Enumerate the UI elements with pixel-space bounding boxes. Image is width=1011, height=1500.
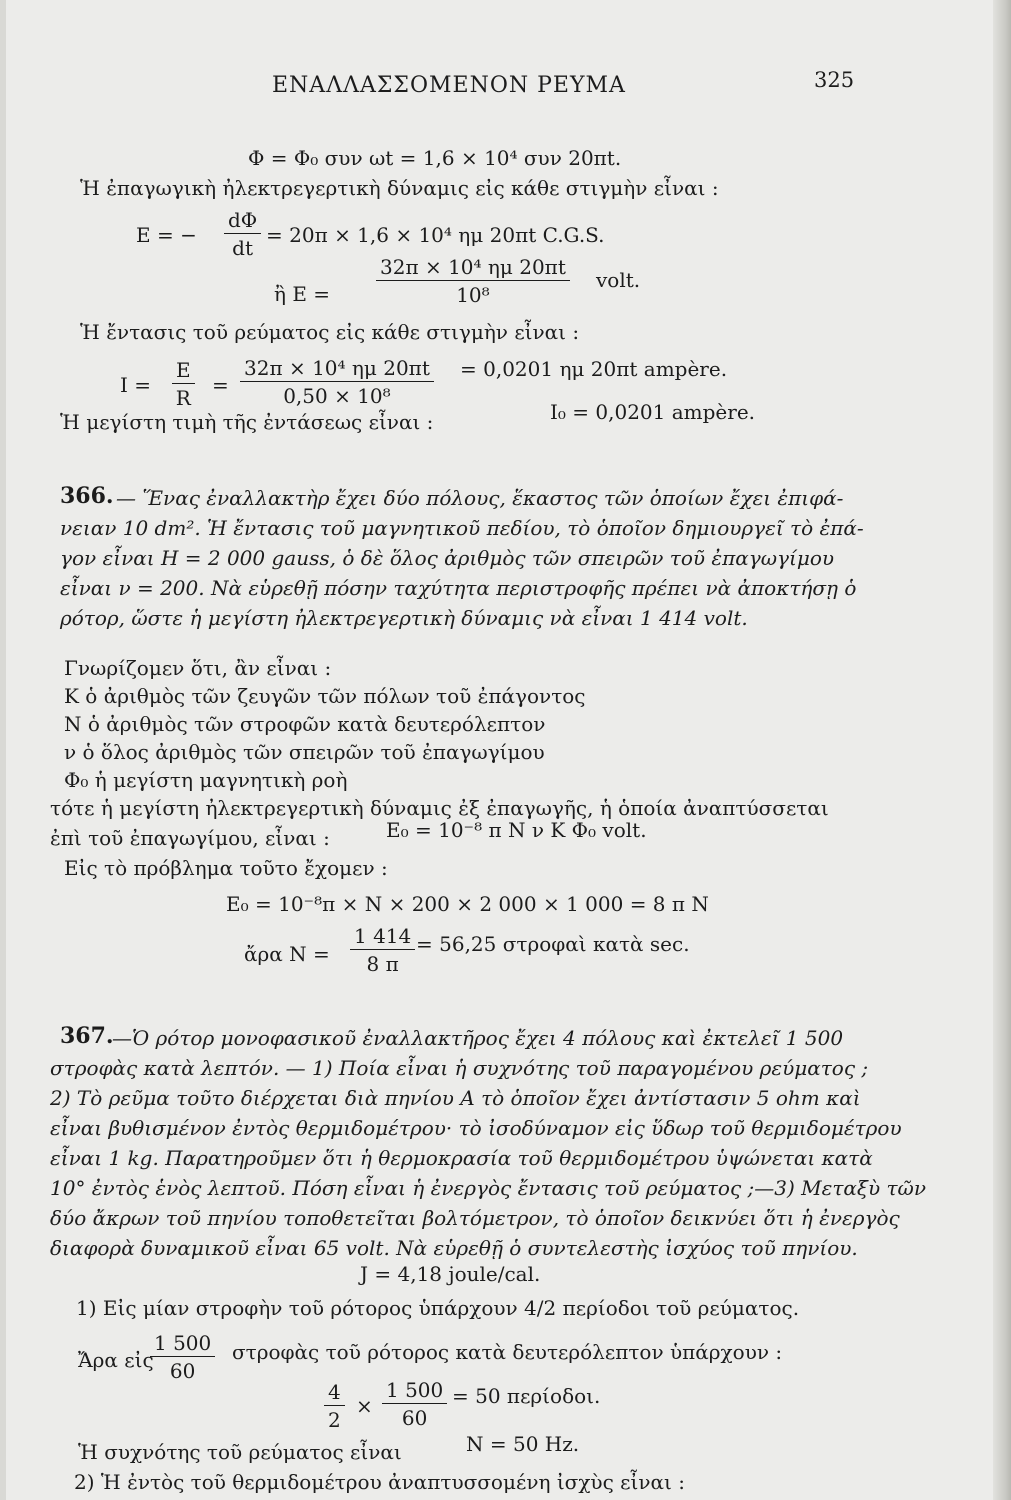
emf-volt-prefix: ἢ E =	[274, 282, 331, 306]
current-frac2-den: 0,50 × 10⁸	[283, 384, 391, 408]
problem-366-line: εἶναι ν = 200. Νὰ εὑρεθῇ πόσην ταχύτητα περιστροφῆς πρέπει νὰ ἀποκτήσῃ ὁ	[60, 576, 857, 600]
sol2-fraction	[150, 1331, 215, 1383]
sol3-frac2-den: 60	[401, 1406, 428, 1430]
sol3-rhs: = 50 περίοδοι.	[452, 1384, 601, 1408]
solution-step-2: 2) Ἡ ἐντὸς τοῦ θερμιδομέτρου ἀναπτυσσομένη ἰσχὺς εἶναι :	[74, 1470, 685, 1494]
max-value: I₀ = 0,0201 ampère.	[550, 400, 756, 424]
max-intro: Ἡ μεγίστη τιμὴ τῆς ἐντάσεως εἶναι :	[60, 410, 434, 434]
problem-367-line: δύο ἄκρων τοῦ πηνίου τοποθετεῖται βολτόμετρον, τὸ ὁποῖον δεικνύει ὅτι ἡ ἐνεργὸς	[50, 1206, 900, 1230]
result-fraction	[350, 924, 415, 976]
problem-366-line: νειαν 10 dm². Ἡ ἔντασις τοῦ μαγνητικοῦ πεδίου, τὸ ὁποῖον δημιουργεῖ τὸ ἐπά-	[60, 516, 864, 540]
problem-367-line: στροφὰς κατὰ λεπτόν. — 1) Ποία εἶναι ἡ συχνότης τοῦ παραγομένου ρεύματος ;	[50, 1056, 869, 1080]
current-fraction	[240, 356, 434, 408]
problem-intro: Εἰς τὸ πρόβλημα τοῦτο ἔχομεν :	[64, 856, 388, 880]
solution-line: ν ὁ ὅλος ἀριθμὸς τῶν σπειρῶν τοῦ ἐπαγωγίμου	[64, 740, 545, 764]
sol2-den: 60	[169, 1359, 196, 1383]
emf-fraction	[224, 208, 261, 260]
fraction-bar	[376, 280, 570, 281]
sol3-fraction-b	[382, 1378, 447, 1430]
frequency-value: N = 50 Hz.	[466, 1432, 580, 1456]
calc-line: E₀ = 10⁻⁸π × N × 200 × 2 000 × 1 000 = 8 π N	[226, 892, 709, 916]
running-title: ΕΝΑΛΛΑΣΣΟΜΕΝΟΝ ΡΕΥΜΑ	[272, 73, 626, 98]
fraction-bar	[150, 1356, 215, 1357]
fraction-bar	[382, 1403, 447, 1404]
fraction-bar	[324, 1405, 345, 1406]
fraction-bar	[224, 233, 261, 234]
emf-formula: E₀ = 10⁻⁸ π N ν K Φ₀ volt.	[386, 818, 647, 842]
solution-line: τότε ἡ μεγίστη ἠλεκτρεγερτικὴ δύναμις ἐξ ἐπαγωγῆς, ἡ ὁποία ἀναπτύσσεται	[50, 796, 829, 820]
result-rhs: = 56,25 στροφαὶ κατὰ sec.	[416, 932, 690, 956]
problem-367-line: 10° ἐντὸς ἑνὸς λεπτοῦ. Πόση εἶναι ἡ ἐνεργὸς ἔντασις τοῦ ρεύματος ;—3) Μεταξὺ τῶν	[50, 1176, 926, 1200]
problem-366-line: ρότορ, ὥστε ἡ μεγίστη ἠλεκτρεγερτικὴ δύναμις νὰ εἶναι 1 414 volt.	[60, 606, 748, 630]
emf-volt-den: 10⁸	[456, 283, 490, 307]
fraction-bar	[240, 381, 434, 382]
page-edge-left	[0, 0, 6, 1500]
emf-lhs: E = −	[136, 223, 197, 247]
page-edge-right	[993, 0, 1011, 1500]
sol3-frac1-num: 4	[328, 1380, 341, 1404]
problem-367-line: 2) Τὸ ρεῦμα τοῦτο διέρχεται διὰ πηνίου A τὸ ὁποῖον ἔχει ἀντίστασιν 5 ohm καὶ	[50, 1086, 861, 1110]
solution-line: Γνωρίζομεν ὅτι, ἂν εἶναι :	[64, 656, 332, 680]
current-intro: Ἡ ἔντασις τοῦ ρεύματος εἰς κάθε στιγμὴν εἶναι :	[80, 320, 580, 344]
problem-367-line: —Ὁ ρότορ μονοφασικοῦ ἐναλλακτῆρος ἔχει 4 πόλους καὶ ἐκτελεῖ 1 500	[112, 1026, 844, 1050]
times-sign: ×	[356, 1394, 373, 1418]
sol2-rhs: στροφὰς τοῦ ρότορος κατὰ δευτερόλεπτον ὑπάρχουν :	[232, 1340, 783, 1364]
problem-367-line: εἶναι βυθισμένον ἐντὸς θερμιδομέτρου· τὸ ἰσοδύναμον εἰς ὕδωρ τοῦ θερμιδομέτρου	[50, 1116, 902, 1140]
current-frac1-num: E	[176, 358, 191, 382]
solution-line: Φ₀ ἡ μεγίστη μαγνητικὴ ροὴ	[64, 768, 348, 792]
solution-step-1: 1) Εἰς μίαν στροφὴν τοῦ ρότορος ὑπάρχουν 4/2 περίοδοι τοῦ ρεύματος.	[76, 1296, 800, 1320]
fraction-bar	[350, 949, 415, 950]
frequency-intro: Ἡ συχνότης τοῦ ρεύματος εἶναι	[78, 1440, 402, 1464]
result-prefix: ἄρα N =	[244, 942, 330, 966]
problem-367-number: 367.	[60, 1023, 114, 1049]
emf-volt-fraction	[376, 255, 570, 307]
emf-volt-num: 32π × 10⁴ ημ 20πt	[380, 255, 566, 279]
flux-equation: Φ = Φ₀ συν ωt = 1,6 × 10⁴ συν 20πt.	[248, 146, 622, 170]
problem-367-line: εἶναι 1 kg. Παρατηροῦμεν ὅτι ἡ θερμοκρασία τοῦ θερμιδομέτρου ὑψώνεται κατὰ	[50, 1146, 873, 1170]
formula-intro: ἐπὶ τοῦ ἐπαγωγίμου, εἶναι :	[50, 826, 330, 850]
sol3-frac2-num: 1 500	[386, 1378, 444, 1402]
current-lhs: I =	[120, 373, 152, 397]
result-den: 8 π	[366, 952, 399, 976]
emf-rhs: = 20π × 1,6 × 10⁴ ημ 20πt C.G.S.	[266, 223, 605, 247]
current-equals: =	[212, 373, 229, 397]
current-frac1-den: R	[175, 386, 191, 410]
sol2-num: 1 500	[154, 1331, 212, 1355]
problem-366-number: 366.	[60, 483, 114, 509]
joule-constant: J = 4,18 joule/cal.	[360, 1262, 541, 1286]
emf-intro: Ἡ ἐπαγωγικὴ ἠλεκτρεγερτικὴ δύναμις εἰς κάθε στιγμὴν εἶναι :	[80, 176, 719, 200]
emf-fraction-num: dΦ	[228, 208, 258, 232]
sol3-frac1-den: 2	[328, 1408, 341, 1432]
problem-366-line: γον εἶναι H = 2 000 gauss, ὁ δὲ ὅλος ἀριθμὸς τῶν σπειρῶν τοῦ ἐπαγωγίμου	[60, 546, 835, 570]
sol3-fraction-a	[324, 1380, 345, 1432]
problem-367-line: διαφορὰ δυναμικοῦ εἶναι 65 volt. Νὰ εὑρεθῇ ὁ συντελεστὴς ἰσχύος τοῦ πηνίου.	[50, 1236, 858, 1260]
emf-volt-unit: volt.	[596, 268, 641, 292]
solution-line: K ὁ ἀριθμὸς τῶν ζευγῶν τῶν πόλων τοῦ ἐπάγοντος	[64, 684, 586, 708]
fraction-bar	[172, 383, 195, 384]
emf-fraction-den: dt	[232, 236, 254, 260]
solution-line: N ὁ ἀριθμὸς τῶν στροφῶν κατὰ δευτερόλεπτον	[64, 712, 546, 736]
current-frac2-num: 32π × 10⁴ ημ 20πt	[244, 356, 430, 380]
problem-366-line: — Ἕνας ἐναλλακτὴρ ἔχει δύο πόλους, ἕκαστος τῶν ὁποίων ἔχει ἐπιφά-	[116, 486, 844, 510]
page-number: 325	[814, 68, 855, 92]
result-num: 1 414	[354, 924, 412, 948]
current-rhs: = 0,0201 ημ 20πt ampère.	[460, 357, 728, 381]
sol2-prefix: Ἄρα εἰς	[78, 1348, 154, 1372]
current-fraction-e-over-r	[172, 358, 195, 410]
